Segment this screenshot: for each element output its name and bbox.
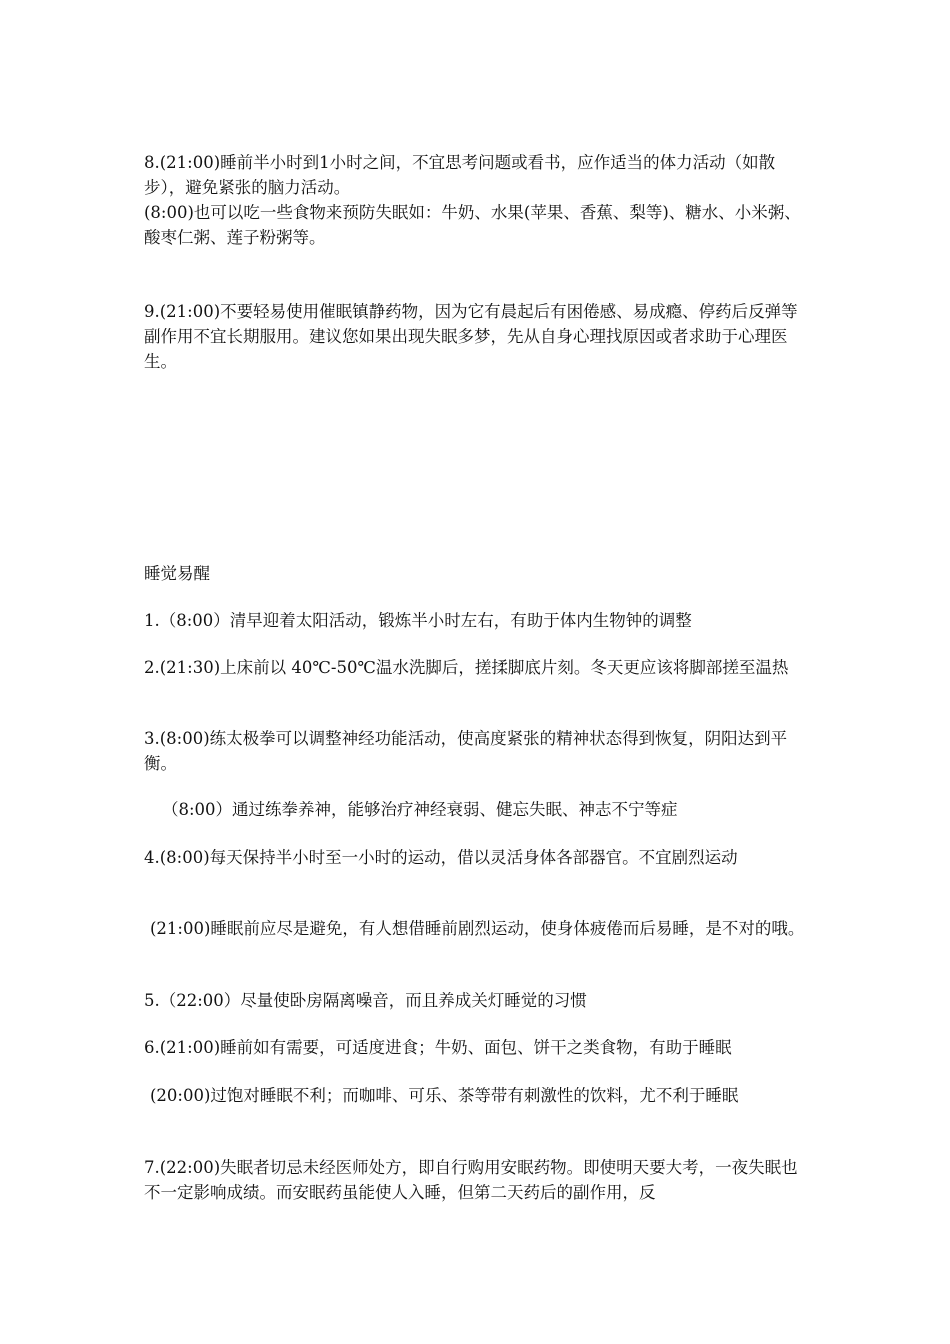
section-heading: 睡觉易醒	[144, 564, 210, 583]
paragraph-9: 9.(21:00)不要轻易使用催眠镇静药物，因为它有晨起后有困倦感、易成瘾、停药后反弹等副作用不宜长期服用。建议您如果出现失眠多梦，先从自身心理找原因或者求助于心理医生。	[144, 302, 798, 371]
paragraph-8-food: (8:00)也可以吃一些食物来预防失眠如：牛奶、水果(苹果、香蕉、梨等)、糖水、小米粥、酸枣仁粥、莲子粉粥等。	[144, 203, 801, 247]
paragraph-7: 7.(22:00)失眠者切忌未经医师处方，即自行购用安眠药物。即使明天要大考，一夜失眠也不一定影响成绩。而安眠药虽能使人入睡，但第二天药后的副作用，反	[144, 1158, 798, 1202]
paragraph-6-sub: (20:00)过饱对睡眠不利；而咖啡、可乐、茶等带有刺激性的饮料，尤不利于睡眠	[150, 1086, 739, 1105]
paragraph-1: 1.（8:00）清早迎着太阳活动，锻炼半小时左右，有助于体内生物钟的调整	[144, 611, 692, 630]
paragraph-2: 2.(21:30)上床前以 40℃-50℃温水洗脚后，搓揉脚底片刻。冬天更应该将脚部搓至温热	[144, 658, 789, 677]
paragraph-8: 8.(21:00)睡前半小时到1小时之间，不宜思考问题或看书，应作适当的体力活动（如散步），避免紧张的脑力活动。	[144, 153, 776, 197]
paragraph-3: 3.(8:00)练太极拳可以调整神经功能活动，使高度紧张的精神状态得到恢复，阴阳达到平衡。	[144, 729, 788, 773]
paragraph-3-sub: （8:00）通过练拳养神，能够治疗神经衰弱、健忘失眠、神志不宁等症	[162, 800, 678, 819]
paragraph-4-sub: (21:00)睡眠前应尽是避免，有人想借睡前剧烈运动，使身体疲倦而后易睡，是不对的哦。	[150, 919, 805, 938]
paragraph-6: 6.(21:00)睡前如有需要，可适度进食；牛奶、面包、饼干之类食物，有助于睡眠	[144, 1038, 732, 1057]
paragraph-5: 5.（22:00）尽量使卧房隔离噪音，而且养成关灯睡觉的习惯	[144, 991, 587, 1010]
paragraph-4: 4.(8:00)每天保持半小时至一小时的运动，借以灵活身体各部器官。不宜剧烈运动	[144, 848, 738, 867]
